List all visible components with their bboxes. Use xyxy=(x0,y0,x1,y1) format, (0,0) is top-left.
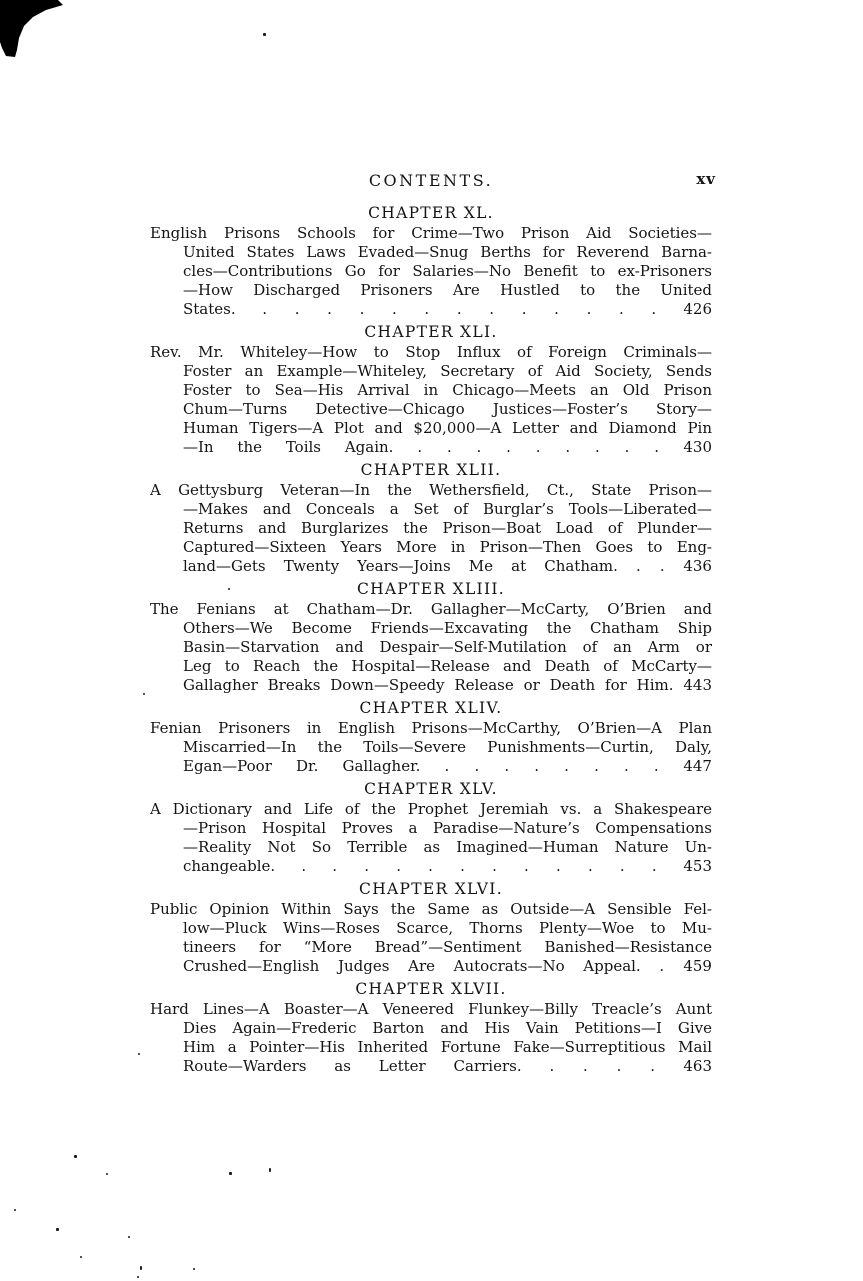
chapter-heading: CHAPTER XLV. xyxy=(364,780,498,798)
text-block xyxy=(150,170,716,1076)
chapter-entry xyxy=(150,980,712,1076)
scan-speck xyxy=(74,1155,77,1158)
chapter-text-line: Leg to Reach the Hospital—Release and Death of McCarty— xyxy=(183,657,712,675)
chapter-text-line: —Makes and Conceals a Set of Burglar’s Tools—Liberated— xyxy=(183,500,712,518)
leader-dots: . . . . . . . . . . . xyxy=(332,857,658,875)
chapter-text-line: —How Discharged Prisoners Are Hustled to the United xyxy=(183,281,712,299)
scan-speck xyxy=(80,1256,82,1258)
chapter-text-line: cles—Contributions Go for Salaries—No Benefit to ex-Prisoners xyxy=(183,262,712,280)
chapter-page-number: 436 xyxy=(683,557,712,575)
scan-speck xyxy=(137,1276,139,1278)
leader-dots: . . . . . . . . xyxy=(444,757,660,775)
chapter-entry xyxy=(150,880,712,976)
chapter-heading: CHAPTER XLVI. xyxy=(359,880,503,898)
chapter-text-line: Him a Pointer—His Inherited Fortune Fake—Surreptitious Mail xyxy=(183,1038,712,1056)
chapter-heading: CHAPTER XLIII. xyxy=(356,580,506,598)
chapter-text-line: Hard Lines—A Boaster—A Veneered Flunkey—Billy Treacle’s Aunt xyxy=(150,1000,712,1018)
chapter-last-text: Route—Warders as Letter Carriers. xyxy=(183,1057,522,1075)
chapter-page-number: 426 xyxy=(683,300,712,318)
chapter-last-text: Gallagher Breaks Down—Speedy Release or Death for Him. xyxy=(183,676,674,694)
chapter-text-line: Foster an Example—Whiteley, Secretary of Aid Society, Sends xyxy=(183,362,712,380)
chapter-entry xyxy=(150,780,712,876)
chapter-text-line: Rev. Mr. Whiteley—How to Stop Influx of Foreign Criminals— xyxy=(150,343,712,361)
chapter-page-number: 453 xyxy=(683,857,712,875)
chapter-entry xyxy=(150,323,712,457)
page-header xyxy=(150,170,716,190)
scan-speck xyxy=(14,1209,16,1211)
chapter-page-number: 463 xyxy=(683,1057,712,1075)
chapter-text-line: Captured—Sixteen Years More in Prison—Then Goes to Eng- xyxy=(183,538,712,556)
chapter-text-line: Foster to Sea—His Arrival in Chicago—Meets an Old Prison xyxy=(183,381,712,399)
chapter-last-line xyxy=(150,300,712,319)
leader-dots: . . . . xyxy=(549,1057,656,1075)
scan-speck xyxy=(140,1266,142,1270)
leader-dots: . . . . . . . . . xyxy=(417,438,660,456)
chapter-page-number: 443 xyxy=(683,676,712,694)
chapter-last-text: —In the Toils Again. xyxy=(183,438,394,456)
chapter-text-line: United States Laws Evaded—Snug Berths for Reverend Barna- xyxy=(183,243,712,261)
folio-page-number: xv xyxy=(696,170,716,188)
chapter-last-line xyxy=(150,676,712,695)
chapter-heading: CHAPTER XLII. xyxy=(360,461,502,479)
chapter-page-number: 459 xyxy=(683,957,712,975)
chapter-last-line xyxy=(150,957,712,976)
chapter-text-line: A Gettysburg Veteran—In the Wethersfield, Ct., State Prison— xyxy=(150,481,712,499)
chapter-entry xyxy=(150,204,712,319)
scan-speck xyxy=(138,1053,140,1055)
chapter-text-line: Fenian Prisoners in English Prisons—McCarthy, O’Brien—A Plan xyxy=(150,719,712,737)
chapter-text-line: A Dictionary and Life of the Prophet Jeremiah vs. a Shakespeare xyxy=(150,800,712,818)
scan-speck xyxy=(56,1228,59,1231)
chapter-page-number: 430 xyxy=(683,438,712,456)
chapter-last-text: changeable. . xyxy=(183,857,307,875)
leader-dots: . . xyxy=(636,557,666,575)
chapter-text-line: —Reality Not So Terrible as Imagined—Human Nature Un- xyxy=(183,838,712,856)
chapter-text-line: Human Tigers—A Plot and $20,000—A Letter and Diamond Pin xyxy=(183,419,712,437)
chapter-entry xyxy=(150,580,712,695)
scan-speck xyxy=(269,1168,271,1172)
chapters-list xyxy=(150,204,712,1076)
chapter-text-line: tineers for “More Bread”—Sentiment Banished—Resistance xyxy=(183,938,712,956)
scan-speck xyxy=(229,1172,232,1175)
chapter-text-line: Miscarried—In the Toils—Severe Punishments—Curtin, Daly, xyxy=(183,738,712,756)
leader-dots: . . . . . . . . . . . . . xyxy=(262,300,657,318)
chapter-heading: CHAPTER XLVII. xyxy=(355,980,507,998)
chapter-text-line: Others—We Become Friends—Excavating the Chatham Ship xyxy=(183,619,712,637)
chapter-last-text: land—Gets Twenty Years—Joins Me at Chatham. xyxy=(183,557,618,575)
scan-corner-artifact xyxy=(0,0,66,60)
chapter-text-line: English Prisons Schools for Crime—Two Prison Aid Societies— xyxy=(150,224,712,242)
contents-title: CONTENTS. xyxy=(368,171,494,190)
chapter-text-line: Basin—Starvation and Despair—Self-Mutilation of an Arm or xyxy=(183,638,712,656)
chapter-last-line xyxy=(150,557,712,576)
chapter-heading: CHAPTER XLI. xyxy=(364,323,498,341)
chapter-last-line xyxy=(150,757,712,776)
chapter-text-line: Chum—Turns Detective—Chicago Justices—Foster’s Story— xyxy=(183,400,712,418)
chapter-last-text: States. xyxy=(183,300,236,318)
scan-speck xyxy=(128,1236,130,1238)
chapter-last-line xyxy=(150,1057,712,1076)
chapter-text-line: low—Pluck Wins—Roses Scarce, Thorns Plenty—Woe to Mu- xyxy=(183,919,712,937)
chapter-text-line: The Fenians at Chatham—Dr. Gallagher—McCarty, O’Brien and xyxy=(150,600,712,618)
chapter-text-line: Returns and Burglarizes the Prison—Boat Load of Plunder— xyxy=(183,519,712,537)
leader-dots: . xyxy=(659,957,665,975)
chapter-heading: CHAPTER XLIV. xyxy=(359,699,503,717)
chapter-last-line xyxy=(150,438,712,457)
chapter-last-text: Egan—Poor Dr. Gallagher. xyxy=(183,757,421,775)
chapter-text-line: Dies Again—Frederic Barton and His Vain Petitions—I Give xyxy=(183,1019,712,1037)
chapter-text-line: —Prison Hospital Proves a Paradise—Nature’s Compensations xyxy=(183,819,712,837)
scan-speck xyxy=(263,33,266,36)
chapter-entry xyxy=(150,699,712,776)
chapter-entry xyxy=(150,461,712,576)
scan-speck xyxy=(106,1173,108,1175)
scan-speck xyxy=(193,1268,195,1270)
chapter-last-line xyxy=(150,857,712,876)
chapter-last-text: Crushed—English Judges Are Autocrats—No Appeal. xyxy=(183,957,641,975)
scan-speck xyxy=(143,693,145,695)
chapter-page-number: 447 xyxy=(683,757,712,775)
chapter-heading: CHAPTER XL. xyxy=(368,204,494,222)
chapter-text-line: Public Opinion Within Says the Same as Outside—A Sensible Fel- xyxy=(150,900,712,918)
